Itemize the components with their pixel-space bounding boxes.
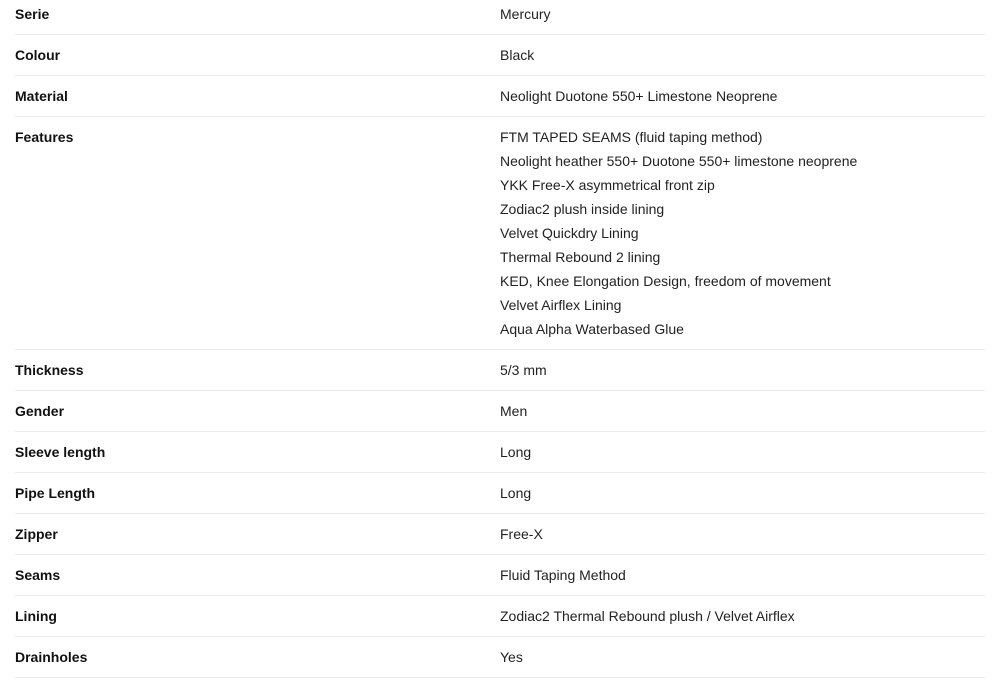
feature-item: Zodiac2 plush inside lining [500, 201, 665, 217]
spec-value-list [500, 127, 985, 339]
spec-label: Colour [15, 47, 61, 63]
spec-value: Black [500, 47, 535, 63]
spec-row-pipe-length [15, 473, 985, 514]
spec-label: Lining [15, 608, 57, 624]
spec-label: Gender [15, 403, 65, 419]
spec-value: Zodiac2 Thermal Rebound plush / Velvet Airflex [500, 608, 795, 624]
feature-item: KED, Knee Elongation Design, freedom of movement [500, 273, 831, 289]
spec-label: Zipper [15, 526, 58, 542]
feature-item: YKK Free-X asymmetrical front zip [500, 177, 715, 193]
spec-value: Free-X [500, 526, 543, 542]
spec-row-colour [15, 35, 985, 76]
spec-row-serie [15, 0, 985, 35]
feature-item: Aqua Alpha Waterbased Glue [500, 321, 684, 337]
spec-row-lining [15, 596, 985, 637]
spec-row-seams [15, 555, 985, 596]
spec-label: Sleeve length [15, 444, 106, 460]
spec-value: Long [500, 485, 532, 501]
feature-item: Velvet Airflex Lining [500, 297, 622, 313]
spec-value: Yes [500, 649, 523, 665]
spec-label: Seams [15, 567, 61, 583]
spec-row-thickness [15, 350, 985, 391]
spec-value: Mercury [500, 6, 551, 22]
feature-item: FTM TAPED SEAMS (fluid taping method) [500, 129, 763, 145]
product-specifications-table [15, 0, 985, 678]
spec-row-drainholes [15, 637, 985, 678]
spec-value: Men [500, 403, 528, 419]
spec-row-features [15, 117, 985, 350]
spec-label: Serie [15, 6, 50, 22]
spec-row-zipper [15, 514, 985, 555]
spec-row-sleeve-length [15, 432, 985, 473]
spec-label: Drainholes [15, 649, 88, 665]
spec-row-gender [15, 391, 985, 432]
spec-row-material [15, 76, 985, 117]
spec-label: Thickness [15, 362, 84, 378]
feature-item: Velvet Quickdry Lining [500, 225, 639, 241]
spec-label: Material [15, 88, 68, 104]
spec-value: Fluid Taping Method [500, 567, 626, 583]
spec-label: Pipe Length [15, 485, 96, 501]
spec-value: Neolight Duotone 550+ Limestone Neoprene [500, 88, 778, 104]
spec-value: 5/3 mm [500, 362, 547, 378]
feature-item: Neolight heather 550+ Duotone 550+ limestone neoprene [500, 153, 858, 169]
spec-value: Long [500, 444, 532, 460]
spec-label: Features [15, 129, 74, 145]
feature-item: Thermal Rebound 2 lining [500, 249, 661, 265]
